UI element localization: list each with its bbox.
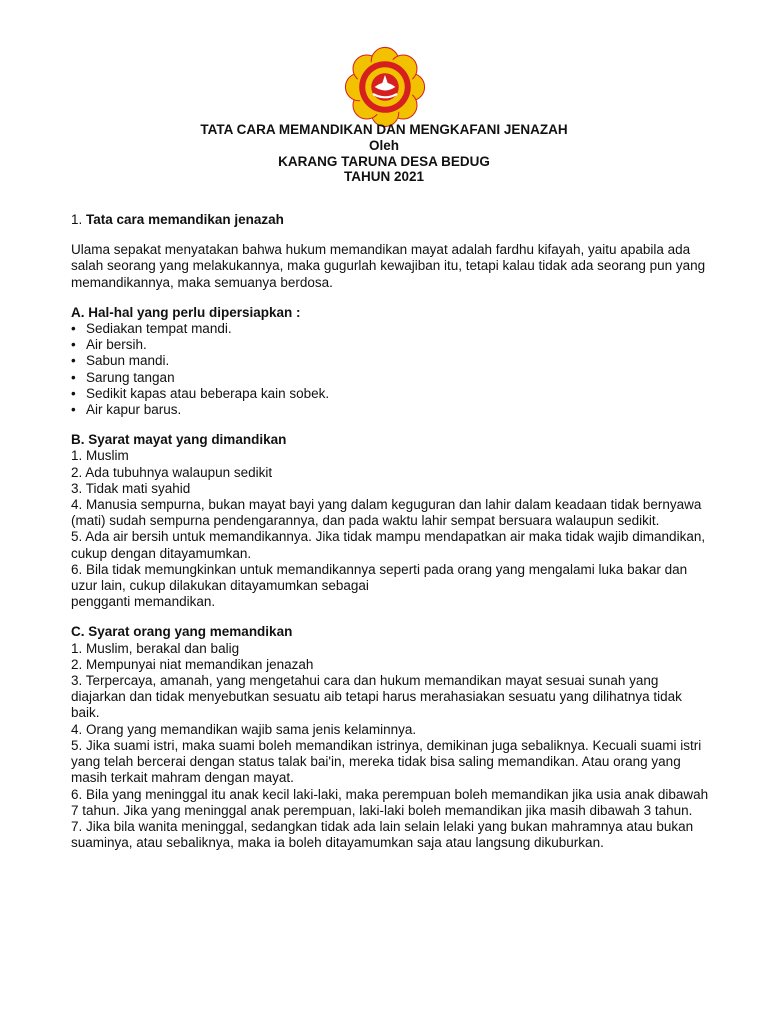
list-item-text: Air bersih. — [86, 337, 147, 353]
section-c-list — [71, 641, 711, 852]
list-item-text: Sarung tangan — [86, 369, 175, 385]
list-item: 1. Muslim, berakal dan balig — [71, 640, 240, 656]
list-item — [71, 402, 711, 418]
document-year: TAHUN 2021 — [343, 169, 425, 185]
list-item: pengganti memandikan. — [71, 594, 216, 610]
section-1-title: Tata cara memandikan jenazah — [86, 212, 284, 227]
list-item: 1. Muslim — [71, 448, 129, 464]
document-header — [0, 122, 768, 185]
list-item: 2. Ada tubuhnya walaupun sedikit — [71, 464, 273, 480]
list-item: 6. Bila tidak memungkinkan untuk memandikannya seperti pada orang yang mengalami luka bakar dan uzur lain, cukup dilakukan ditayamumkan sebagai — [71, 561, 688, 594]
document-title: TATA CARA MEMANDIKAN DAN MENGKAFANI JENAZAH — [200, 122, 568, 137]
section-b-list — [71, 448, 711, 610]
list-item: 5. Ada air bersih untuk memandikannya. Jika tidak mampu mendapatkan air maka tidak wajib dimandikan, cukup dengan ditayamumkan. — [71, 529, 706, 561]
list-item: 5. Jika suami istri, maka suami boleh memandikan istrinya, demikinan juga sebaliknya. Kecuali suami istri yang telah bercerai dengan status talak bai'in, mereka tidak bisa saling memandikan. Atau orang yang masih terkait mahram dengan mayat. — [71, 737, 702, 786]
section-1-paragraph: Ulama sepakat menyatakan bahwa hukum memandikan mayat adalah fardhu kifayah, yaitu apabila ada salah seorang yang melakukannya, maka gugurlah kewajiban itu, tetapi kalau tidak ada seorang pun yang memandikannya, maka semuanya berdosa. — [71, 242, 706, 290]
list-item-text: Sedikit kapas atau beberapa kain sobek. — [86, 385, 330, 401]
list-item — [71, 321, 711, 337]
list-item-text: Sabun mandi. — [86, 353, 170, 369]
list-item — [71, 370, 711, 386]
document-body — [71, 212, 711, 851]
list-item-text: Sediakan tempat mandi. — [86, 321, 232, 337]
list-item: 7. Jika bila wanita meninggal, sedangkan tidak ada lain selain lelaki yang bukan mahramnya atau bukan suaminya, atau sebaliknya, maka ia boleh ditayamumkan saja atau langsung dikuburkan. — [71, 818, 694, 851]
section-a-list — [71, 321, 711, 418]
section-a — [71, 305, 711, 418]
section-a-title: A. Hal-hal yang perlu dipersiapkan : — [71, 304, 301, 320]
section-c-title: C. Syarat orang yang memandikan — [71, 624, 293, 640]
bullet-icon: • — [71, 369, 76, 385]
bullet-icon: • — [71, 402, 76, 418]
list-item: 4. Orang yang memandikan wajib sama jenis kelaminnya. — [71, 721, 417, 737]
list-item-text: Air kapur barus. — [86, 402, 182, 418]
list-item — [71, 353, 711, 369]
karang-taruna-emblem-icon — [342, 44, 428, 130]
list-item — [71, 386, 711, 402]
list-item: 3. Tidak mati syahid — [71, 480, 191, 496]
bullet-icon: • — [71, 337, 76, 353]
section-1-number: 1. — [71, 212, 83, 227]
document-author-prefix: Oleh — [368, 137, 399, 153]
list-item: 2. Mempunyai niat memandikan jenazah — [71, 656, 314, 672]
section-c — [71, 624, 711, 851]
section-b — [71, 432, 711, 610]
list-item: 6. Bila yang meninggal itu anak kecil laki-laki, maka perempuan boleh memandikan jika usia anak dibawah 7 tahun. Jika yang meninggal anak perempuan, laki-laki boleh memandikan jika masih dibawah 3 tahun. — [71, 786, 709, 818]
section-1-heading — [71, 212, 711, 228]
section-b-title: B. Syarat mayat yang dimandikan — [71, 432, 287, 448]
bullet-icon: • — [71, 353, 76, 369]
document-organization: KARANG TARUNA DESA BEDUG — [278, 153, 490, 169]
bullet-icon: • — [71, 321, 76, 337]
list-item — [71, 337, 711, 353]
bullet-icon: • — [71, 385, 76, 401]
list-item: 4. Manusia sempurna, bukan mayat bayi yang dalam keguguran dan lahir dalam keadaan tidak bernyawa (mati) sudah sempurna pendengarannya, dan pada waktu lahir sempat bersuara walaupun sedikit. — [71, 497, 702, 529]
list-item: 3. Terpercaya, amanah, yang mengetahui cara dan hukum memandikan mayat sesuai sunah yang diajarkan dan tidak menyebutkan sesuatu aib tetapi harus merahasiakan sesuatu yang dilihatnya tidak baik. — [71, 673, 682, 721]
